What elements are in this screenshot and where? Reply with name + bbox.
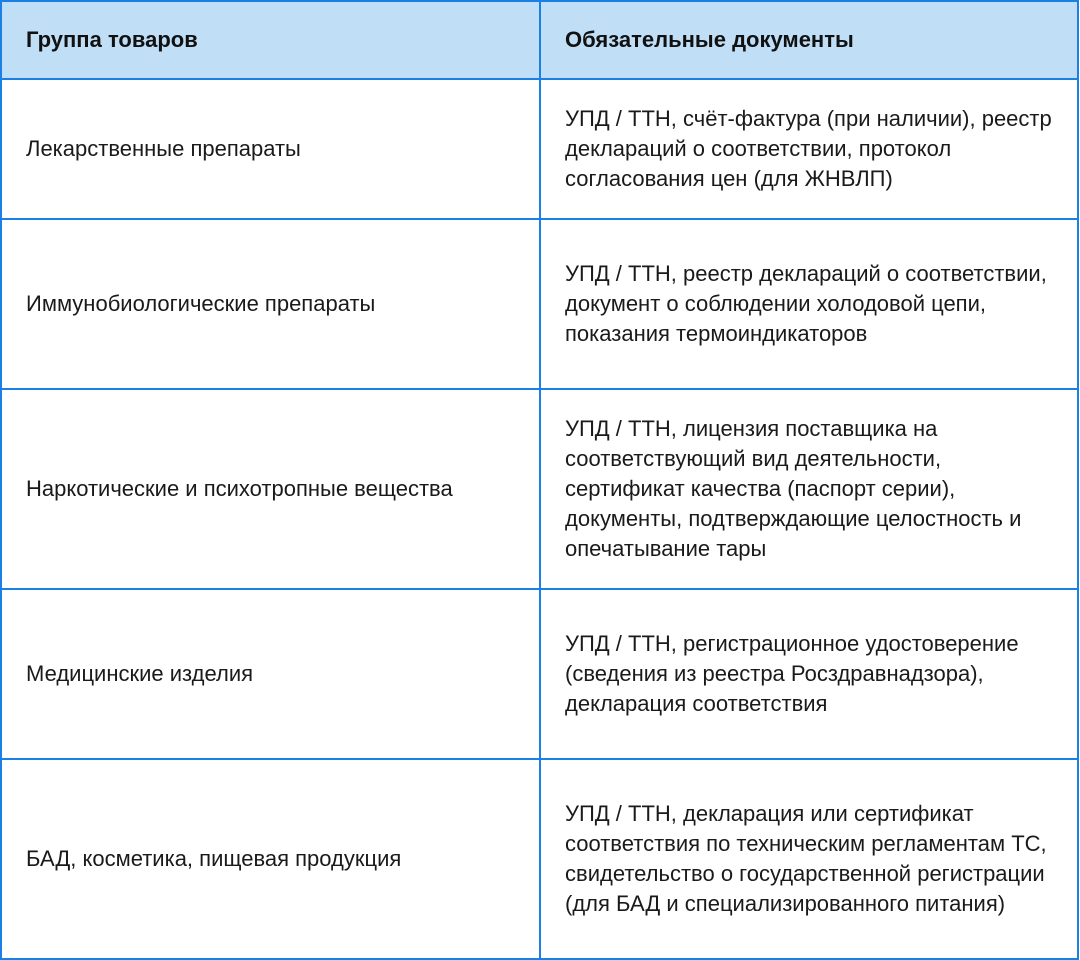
table-row [1, 79, 1078, 219]
table-row [1, 589, 1078, 759]
product-group-cell: Медицинские изделия [1, 589, 540, 759]
table-row [1, 759, 1078, 959]
product-group-cell: Лекарственные препараты [1, 79, 540, 219]
documents-cell: УПД / ТТН, регистрационное удостоверение (сведения из реестра Росздравнадзора), декларация соответствия [540, 589, 1078, 759]
documents-cell: УПД / ТТН, лицензия поставщика на соответствующий вид деятельности, сертификат качества (паспорт серии), документы, подтверждающие целостность и опечатывание тары [540, 389, 1078, 589]
product-group-cell: Иммунобиологические препараты [1, 219, 540, 389]
product-group-cell: Наркотические и психотропные вещества [1, 389, 540, 589]
documents-cell: УПД / ТТН, реестр деклараций о соответствии, документ о соблюдении холодовой цепи, показания термоиндикаторов [540, 219, 1078, 389]
table-row [1, 219, 1078, 389]
header-required-documents: Обязательные документы [540, 1, 1078, 79]
product-group-cell: БАД, косметика, пищевая продукция [1, 759, 540, 959]
table-header-row [1, 1, 1078, 79]
header-product-group: Группа товаров [1, 1, 540, 79]
documents-cell: УПД / ТТН, счёт-фактура (при наличии), реестр деклараций о соответствии, протокол согласования цен (для ЖНВЛП) [540, 79, 1078, 219]
table-row [1, 389, 1078, 589]
documents-cell: УПД / ТТН, декларация или сертификат соответствия по техническим регламентам ТС, свидетельство о государственной регистрации (для БАД и специализированного питания) [540, 759, 1078, 959]
